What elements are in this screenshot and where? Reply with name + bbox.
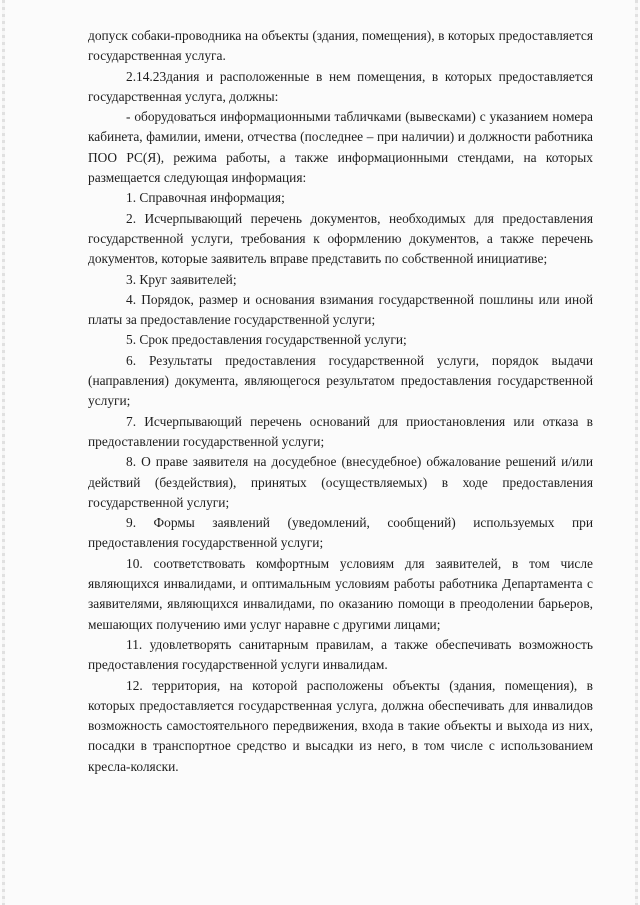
list-item-9: 9. Формы заявлений (уведомлений, сообщений) используемых при предоставления государственной услуги; (88, 515, 593, 551)
list-item-8: 8. О праве заявителя на досудебное (внесудебное) обжалование решений и/или действий (бездействия), принятых (осуществляемых) в ходе предоставления государственной услуги; (88, 454, 593, 510)
list-item-12: 12. территория, на которой расположены объекты (здания, помещения), в которых предоставляется государственная услуга, должна обеспечивать для инвалидов возможность самостоятельного передвижения, входа в такие объекты и выхода из них, посадки в транспортное средство и высадки из него, в том числе с использованием кресла-коляски. (88, 677, 593, 774)
list-item-7: 7. Исчерпывающий перечень оснований для приостановления или отказа в предоставлении государственной услуги; (88, 413, 593, 449)
paragraph-section-2-14-2: 2.14.23дания и расположенные в нем помещения, в которых предоставляется государственная услуга, должны: (88, 68, 593, 104)
list-item-4: 4. Порядок, размер и основания взимания государственной пошлины или иной платы за предоставление государственной услуги; (88, 291, 593, 328)
scan-edge-left (2, 0, 5, 905)
list-item-1: 1. Справочная информация; (126, 190, 285, 206)
scan-edge-right (635, 0, 638, 905)
list-item-5: 5. Срок предоставления государственной услуги; (126, 332, 407, 348)
list-item-11: 11. удовлетворять санитарным правилам, а также обеспечивать возможность предоставления государственной услуги инвалидам. (88, 636, 593, 673)
paragraph-equipment: - оборудоваться информационными табличками (вывесками) с указанием номера кабинета, фамилии, имени, отчества (последнее – при наличии) и должности работника ПОО РС(Я), режима работы, а также информационными стендами, на которых размещается следующая информация: (88, 109, 593, 186)
list-item-10: 10. соответствовать комфортным условиям для заявителей, в том числе являющихся инвалидами, и оптимальным условиям работы работника Департамента с заявителями, являющихся инвалидами, по оказанию помощи в преодолении барьеров, мешающих получению ими услуг наравне с другими лицами; (88, 555, 593, 632)
list-item-3: 3. Круг заявителей; (126, 271, 237, 287)
document-body (88, 26, 593, 777)
list-item-6: 6. Результаты предоставления государственной услуги, порядок выдачи (направления) документа, являющегося результатом предоставления государственной услуги; (88, 352, 593, 409)
paragraph-continuation: допуск собаки-проводника на объекты (здания, помещения), в которых предоставляется государственная услуга. (88, 28, 593, 64)
list-item-2: 2. Исчерпывающий перечень документов, необходимых для предоставления государственной услуги, требования к оформлению документов, а также перечень документов, которые заявитель вправе представить по собственной инициативе; (88, 210, 593, 267)
